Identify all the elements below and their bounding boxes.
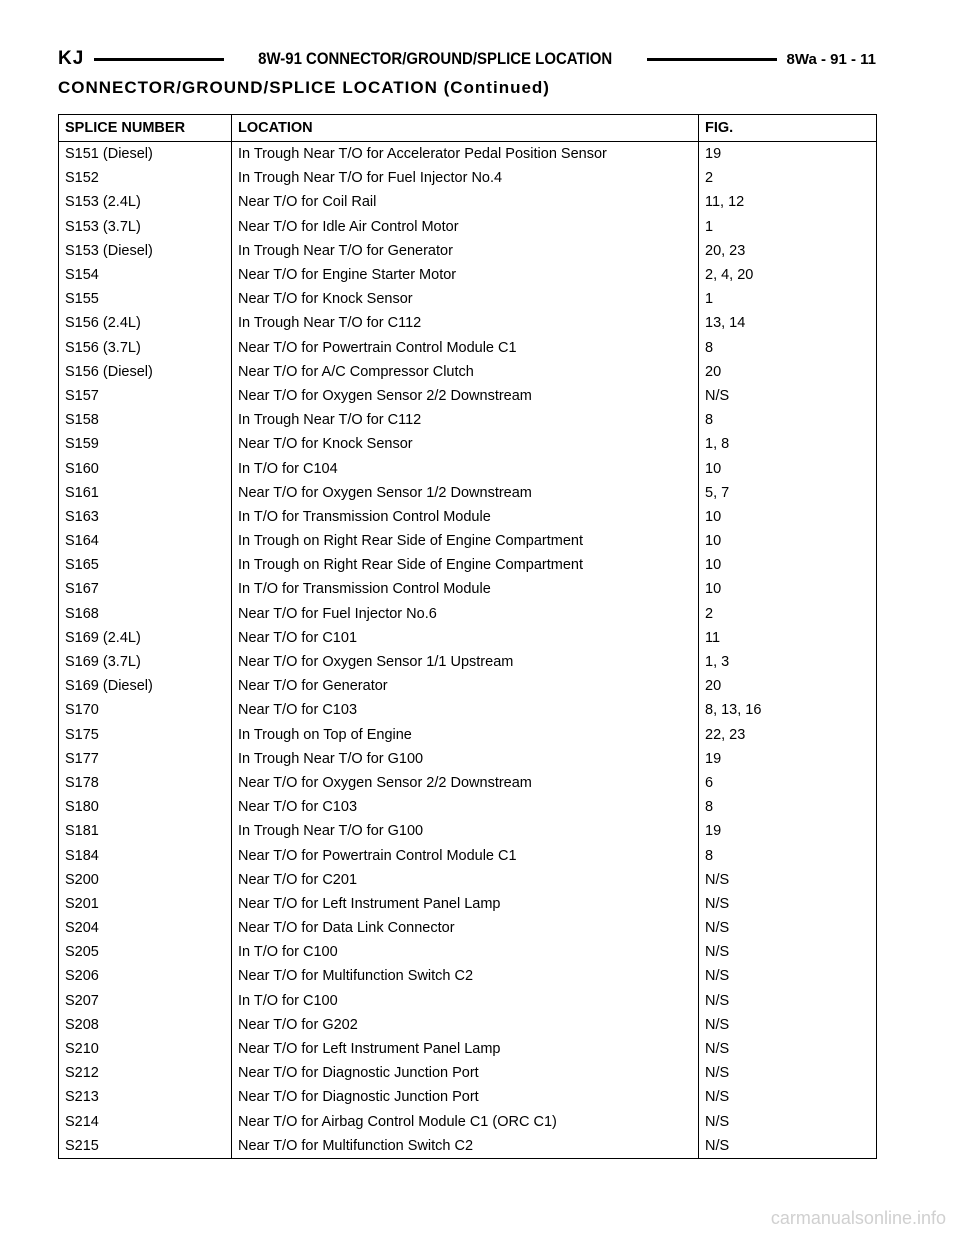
fig-cell: N/S: [699, 989, 877, 1013]
fig-cell: 2, 4, 20: [699, 263, 877, 287]
table-row: [59, 384, 877, 408]
splice-number-cell: S204: [59, 916, 232, 940]
table-row: [59, 698, 877, 722]
table-row: [59, 795, 877, 819]
splice-number-cell: S169 (2.4L): [59, 626, 232, 650]
splice-number-cell: S180: [59, 795, 232, 819]
splice-number-cell: S156 (Diesel): [59, 360, 232, 384]
splice-number-cell: S200: [59, 868, 232, 892]
fig-cell: 8: [699, 795, 877, 819]
splice-number-cell: S159: [59, 432, 232, 456]
table-row: [59, 626, 877, 650]
splice-number-cell: S156 (2.4L): [59, 311, 232, 335]
splice-number-cell: S214: [59, 1110, 232, 1134]
table-row: [59, 1134, 877, 1159]
splice-number-cell: S153 (2.4L): [59, 190, 232, 214]
watermark: carmanualsonline.info: [770, 1208, 946, 1228]
splice-number-cell: S177: [59, 747, 232, 771]
fig-cell: 2: [699, 602, 877, 626]
table-row: [59, 577, 877, 601]
fig-cell: 1: [699, 215, 877, 239]
table-row: [59, 190, 877, 214]
location-cell: Near T/O for Data Link Connector: [232, 916, 699, 940]
table-row: [59, 940, 877, 964]
table-row: [59, 239, 877, 263]
splice-number-cell: S155: [59, 287, 232, 311]
fig-cell: 1, 8: [699, 432, 877, 456]
location-cell: In Trough Near T/O for C112: [232, 408, 699, 432]
table-row: [59, 481, 877, 505]
splice-number-cell: S161: [59, 481, 232, 505]
location-cell: Near T/O for C201: [232, 868, 699, 892]
fig-cell: 8: [699, 408, 877, 432]
fig-cell: N/S: [699, 384, 877, 408]
location-cell: Near T/O for Knock Sensor: [232, 432, 699, 456]
fig-cell: 2: [699, 166, 877, 190]
table-row: [59, 1085, 877, 1109]
fig-cell: 19: [699, 142, 877, 167]
location-cell: Near T/O for Multifunction Switch C2: [232, 964, 699, 988]
table-row: [59, 916, 877, 940]
location-cell: In T/O for Transmission Control Module: [232, 505, 699, 529]
fig-cell: 11, 12: [699, 190, 877, 214]
table-row: [59, 723, 877, 747]
fig-cell: 20, 23: [699, 239, 877, 263]
fig-cell: N/S: [699, 1061, 877, 1085]
location-cell: In Trough Near T/O for Generator: [232, 239, 699, 263]
location-cell: Near T/O for Diagnostic Junction Port: [232, 1085, 699, 1109]
location-cell: Near T/O for C103: [232, 698, 699, 722]
location-cell: In Trough on Right Rear Side of Engine Compartment: [232, 529, 699, 553]
splice-number-cell: S160: [59, 456, 232, 480]
splice-number-cell: S153 (Diesel): [59, 239, 232, 263]
table-row: [59, 529, 877, 553]
location-cell: In Trough Near T/O for G100: [232, 819, 699, 843]
table-row: [59, 311, 877, 335]
fig-cell: N/S: [699, 1134, 877, 1159]
fig-cell: N/S: [699, 1085, 877, 1109]
splice-number-cell: S152: [59, 166, 232, 190]
location-cell: Near T/O for G202: [232, 1013, 699, 1037]
fig-cell: 10: [699, 456, 877, 480]
table-row: [59, 408, 877, 432]
header-rule-left: [94, 58, 224, 61]
splice-number-cell: S207: [59, 989, 232, 1013]
location-cell: Near T/O for Powertrain Control Module C1: [232, 843, 699, 867]
table-row: [59, 553, 877, 577]
splice-number-cell: S184: [59, 843, 232, 867]
column-header-fig: FIG.: [699, 115, 877, 142]
fig-cell: 19: [699, 819, 877, 843]
table-row: [59, 1037, 877, 1061]
table-row: [59, 263, 877, 287]
splice-number-cell: S201: [59, 892, 232, 916]
fig-cell: 20: [699, 360, 877, 384]
fig-cell: 13, 14: [699, 311, 877, 335]
table-row: [59, 771, 877, 795]
location-cell: Near T/O for Coil Rail: [232, 190, 699, 214]
table-row: [59, 456, 877, 480]
table-row: [59, 287, 877, 311]
table-row: [59, 602, 877, 626]
fig-cell: 11: [699, 626, 877, 650]
splice-number-cell: S210: [59, 1037, 232, 1061]
location-cell: Near T/O for Fuel Injector No.6: [232, 602, 699, 626]
location-cell: In T/O for C100: [232, 940, 699, 964]
location-cell: In T/O for C104: [232, 456, 699, 480]
table-row: [59, 819, 877, 843]
table-row: [59, 1061, 877, 1085]
location-cell: In Trough Near T/O for G100: [232, 747, 699, 771]
splice-number-cell: S158: [59, 408, 232, 432]
fig-cell: N/S: [699, 964, 877, 988]
fig-cell: 1: [699, 287, 877, 311]
splice-number-cell: S213: [59, 1085, 232, 1109]
fig-cell: N/S: [699, 916, 877, 940]
table-row: [59, 747, 877, 771]
splice-number-cell: S170: [59, 698, 232, 722]
splice-number-cell: S164: [59, 529, 232, 553]
splice-number-cell: S169 (Diesel): [59, 674, 232, 698]
splice-number-cell: S167: [59, 577, 232, 601]
header-rule-right: [647, 58, 777, 61]
fig-cell: 1, 3: [699, 650, 877, 674]
table-row: [59, 142, 877, 167]
location-cell: Near T/O for Diagnostic Junction Port: [232, 1061, 699, 1085]
location-cell: Near T/O for C101: [232, 626, 699, 650]
location-cell: Near T/O for Engine Starter Motor: [232, 263, 699, 287]
table-row: [59, 964, 877, 988]
splice-number-cell: S157: [59, 384, 232, 408]
splice-number-cell: S156 (3.7L): [59, 336, 232, 360]
table-row: [59, 360, 877, 384]
location-cell: Near T/O for Left Instrument Panel Lamp: [232, 1037, 699, 1061]
fig-cell: 10: [699, 529, 877, 553]
location-cell: Near T/O for Oxygen Sensor 2/2 Downstream: [232, 384, 699, 408]
splice-number-cell: S163: [59, 505, 232, 529]
fig-cell: 19: [699, 747, 877, 771]
location-cell: In Trough Near T/O for Fuel Injector No.4: [232, 166, 699, 190]
fig-cell: 10: [699, 577, 877, 601]
fig-cell: N/S: [699, 1110, 877, 1134]
fig-cell: N/S: [699, 1013, 877, 1037]
table-row: [59, 505, 877, 529]
location-cell: Near T/O for Left Instrument Panel Lamp: [232, 892, 699, 916]
location-cell: Near T/O for Oxygen Sensor 1/1 Upstream: [232, 650, 699, 674]
splice-number-cell: S151 (Diesel): [59, 142, 232, 167]
location-cell: In T/O for C100: [232, 989, 699, 1013]
location-cell: Near T/O for Multifunction Switch C2: [232, 1134, 699, 1159]
fig-cell: 6: [699, 771, 877, 795]
splice-number-cell: S175: [59, 723, 232, 747]
splice-number-cell: S212: [59, 1061, 232, 1085]
table-row: [59, 1110, 877, 1134]
fig-cell: 22, 23: [699, 723, 877, 747]
splice-number-cell: S168: [59, 602, 232, 626]
table-row: [59, 868, 877, 892]
table-row: [59, 843, 877, 867]
section-title: 8W-91 CONNECTOR/GROUND/SPLICE LOCATION: [258, 49, 613, 68]
location-cell: Near T/O for Knock Sensor: [232, 287, 699, 311]
table-row: [59, 989, 877, 1013]
splice-number-cell: S205: [59, 940, 232, 964]
splice-number-cell: S215: [59, 1134, 232, 1159]
table-row: [59, 892, 877, 916]
fig-cell: 20: [699, 674, 877, 698]
location-cell: Near T/O for Idle Air Control Motor: [232, 215, 699, 239]
location-cell: In Trough on Right Rear Side of Engine Compartment: [232, 553, 699, 577]
splice-number-cell: S154: [59, 263, 232, 287]
splice-number-cell: S165: [59, 553, 232, 577]
page-header: [58, 46, 876, 72]
table-row: [59, 650, 877, 674]
fig-cell: N/S: [699, 1037, 877, 1061]
column-header-splice-number: SPLICE NUMBER: [59, 115, 232, 142]
table-row: [59, 215, 877, 239]
table-header-row: [59, 115, 877, 142]
table-row: [59, 674, 877, 698]
fig-cell: 8: [699, 843, 877, 867]
location-cell: Near T/O for C103: [232, 795, 699, 819]
splice-number-cell: S208: [59, 1013, 232, 1037]
page-number: 8Wa - 91 - 11: [786, 50, 877, 68]
fig-cell: 8: [699, 336, 877, 360]
table-row: [59, 336, 877, 360]
location-cell: Near T/O for Generator: [232, 674, 699, 698]
column-header-location: LOCATION: [232, 115, 699, 142]
location-cell: Near T/O for A/C Compressor Clutch: [232, 360, 699, 384]
fig-cell: 5, 7: [699, 481, 877, 505]
location-cell: Near T/O for Powertrain Control Module C1: [232, 336, 699, 360]
splice-number-cell: S153 (3.7L): [59, 215, 232, 239]
table-row: [59, 432, 877, 456]
splice-number-cell: S181: [59, 819, 232, 843]
fig-cell: 8, 13, 16: [699, 698, 877, 722]
location-cell: Near T/O for Oxygen Sensor 2/2 Downstream: [232, 771, 699, 795]
page-subtitle: CONNECTOR/GROUND/SPLICE LOCATION (Continued): [58, 78, 550, 97]
location-cell: In Trough Near T/O for C112: [232, 311, 699, 335]
fig-cell: 10: [699, 505, 877, 529]
location-cell: Near T/O for Oxygen Sensor 1/2 Downstream: [232, 481, 699, 505]
splice-number-cell: S206: [59, 964, 232, 988]
splice-location-table: [58, 114, 877, 1159]
location-cell: Near T/O for Airbag Control Module C1 (ORC C1): [232, 1110, 699, 1134]
fig-cell: 10: [699, 553, 877, 577]
fig-cell: N/S: [699, 868, 877, 892]
location-cell: In Trough Near T/O for Accelerator Pedal Position Sensor: [232, 142, 699, 167]
table-row: [59, 1013, 877, 1037]
fig-cell: N/S: [699, 892, 877, 916]
fig-cell: N/S: [699, 940, 877, 964]
table-row: [59, 166, 877, 190]
location-cell: In T/O for Transmission Control Module: [232, 577, 699, 601]
model-code: KJ: [58, 48, 85, 69]
splice-number-cell: S169 (3.7L): [59, 650, 232, 674]
splice-number-cell: S178: [59, 771, 232, 795]
location-cell: In Trough on Top of Engine: [232, 723, 699, 747]
